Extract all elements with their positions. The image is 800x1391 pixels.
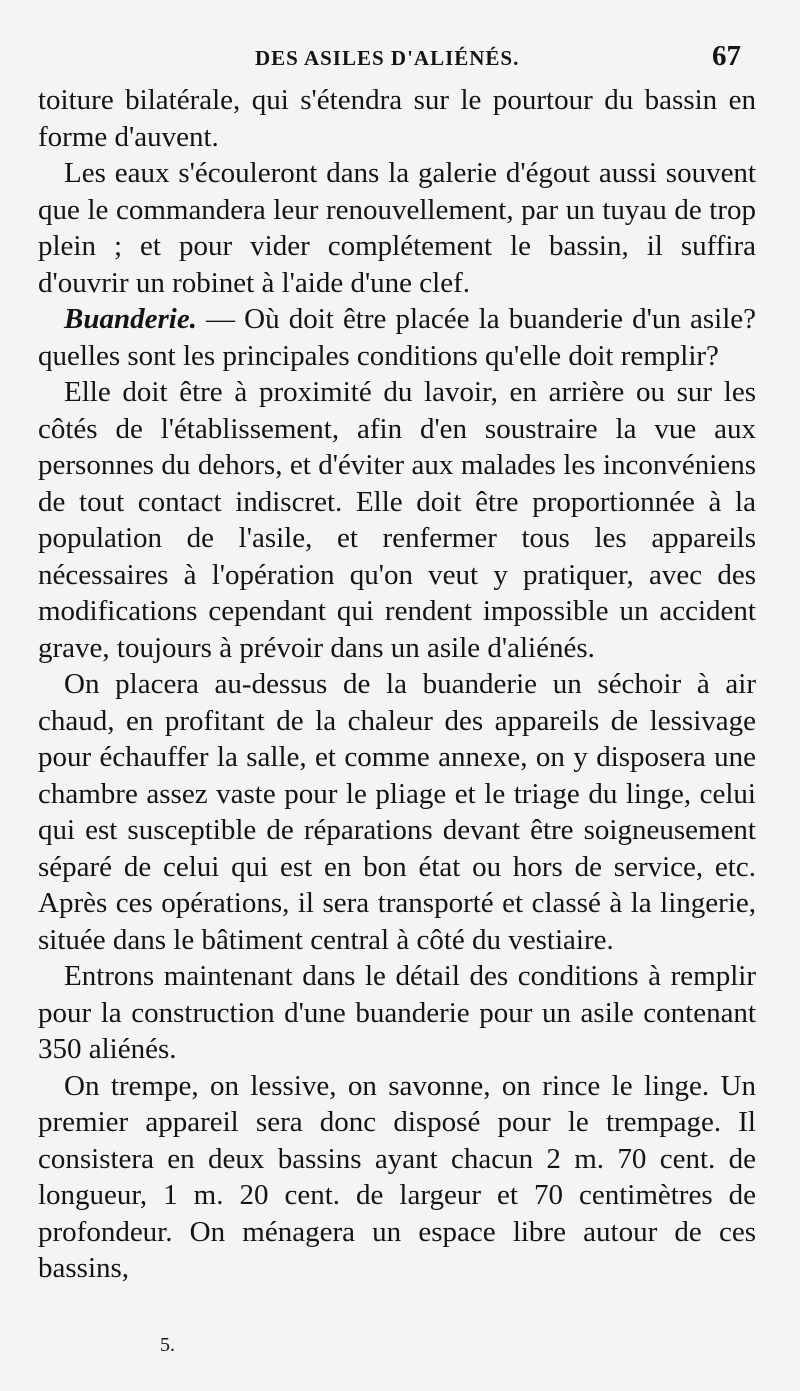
section-label: Buanderie. bbox=[64, 303, 197, 335]
paragraph: Entrons maintenant dans le détail des conditions à remplir pour la construction d'une buanderie pour un asile contenant 350 aliénés. bbox=[38, 960, 756, 1065]
running-title: DES ASILES D'ALIÉNÉS. bbox=[255, 46, 520, 70]
page-number: 67 bbox=[712, 40, 741, 72]
paragraph-continued: toiture bilatérale, qui s'étendra sur le pourtour du bassin en forme d'auvent. bbox=[38, 84, 756, 153]
paragraph: Elle doit être à proximité du lavoir, en arrière ou sur les côtés de l'établissement, afin d'en soustraire la vue aux personnes du dehors, et d'éviter aux malades les inconvéniens de tout contact indiscret. Elle doit être proportionnée à la population de l'asile, et renfermer tous les appareils nécessaires à l'opération qu'on veut y pratiquer, avec des modifications cependant qui rendent impossible un accident grave, toujours à prévoir dans un asile d'aliénés. bbox=[38, 376, 756, 664]
signature-mark: 5. bbox=[160, 1334, 175, 1356]
paragraph: On trempe, on lessive, on savonne, on rince le linge. Un premier appareil sera donc disposé pour le trempage. Il consistera en deux bassins ayant chacun 2 m. 70 cent. de longueur, 1 m. 20 cent. de largeur et 70 centimètres de profondeur. On ménagera un espace libre autour de ces bassins, bbox=[38, 1069, 756, 1284]
question-text: — Où doit être placée la buanderie d'un asile? quelles sont les principales conditions qu'elle doit remplir? bbox=[38, 303, 756, 372]
paragraph: Les eaux s'écouleront dans la galerie d'égout aussi souvent que le commandera leur renouvellement, par un tuyau de trop plein ; et pour vider complétement le bassin, il suffira d'ouvrir un robinet à l'aide d'une clef. bbox=[38, 157, 756, 299]
paragraph: On placera au-dessus de la buanderie un séchoir à air chaud, en profitant de la chaleur des appareils de lessivage pour échauffer la salle, et comme annexe, on y disposera une chambre assez vaste pour le pliage et le triage du linge, celui qui est susceptible de réparations devant être soigneusement séparé de celui qui est en bon état ou hors de service, etc. Après ces opérations, il sera transporté et classé à la lingerie, située dans le bâtiment central à côté du vestiaire. bbox=[38, 668, 756, 956]
running-head bbox=[0, 40, 800, 80]
body-text bbox=[38, 82, 756, 1287]
paragraph-buanderie-question bbox=[38, 301, 756, 374]
